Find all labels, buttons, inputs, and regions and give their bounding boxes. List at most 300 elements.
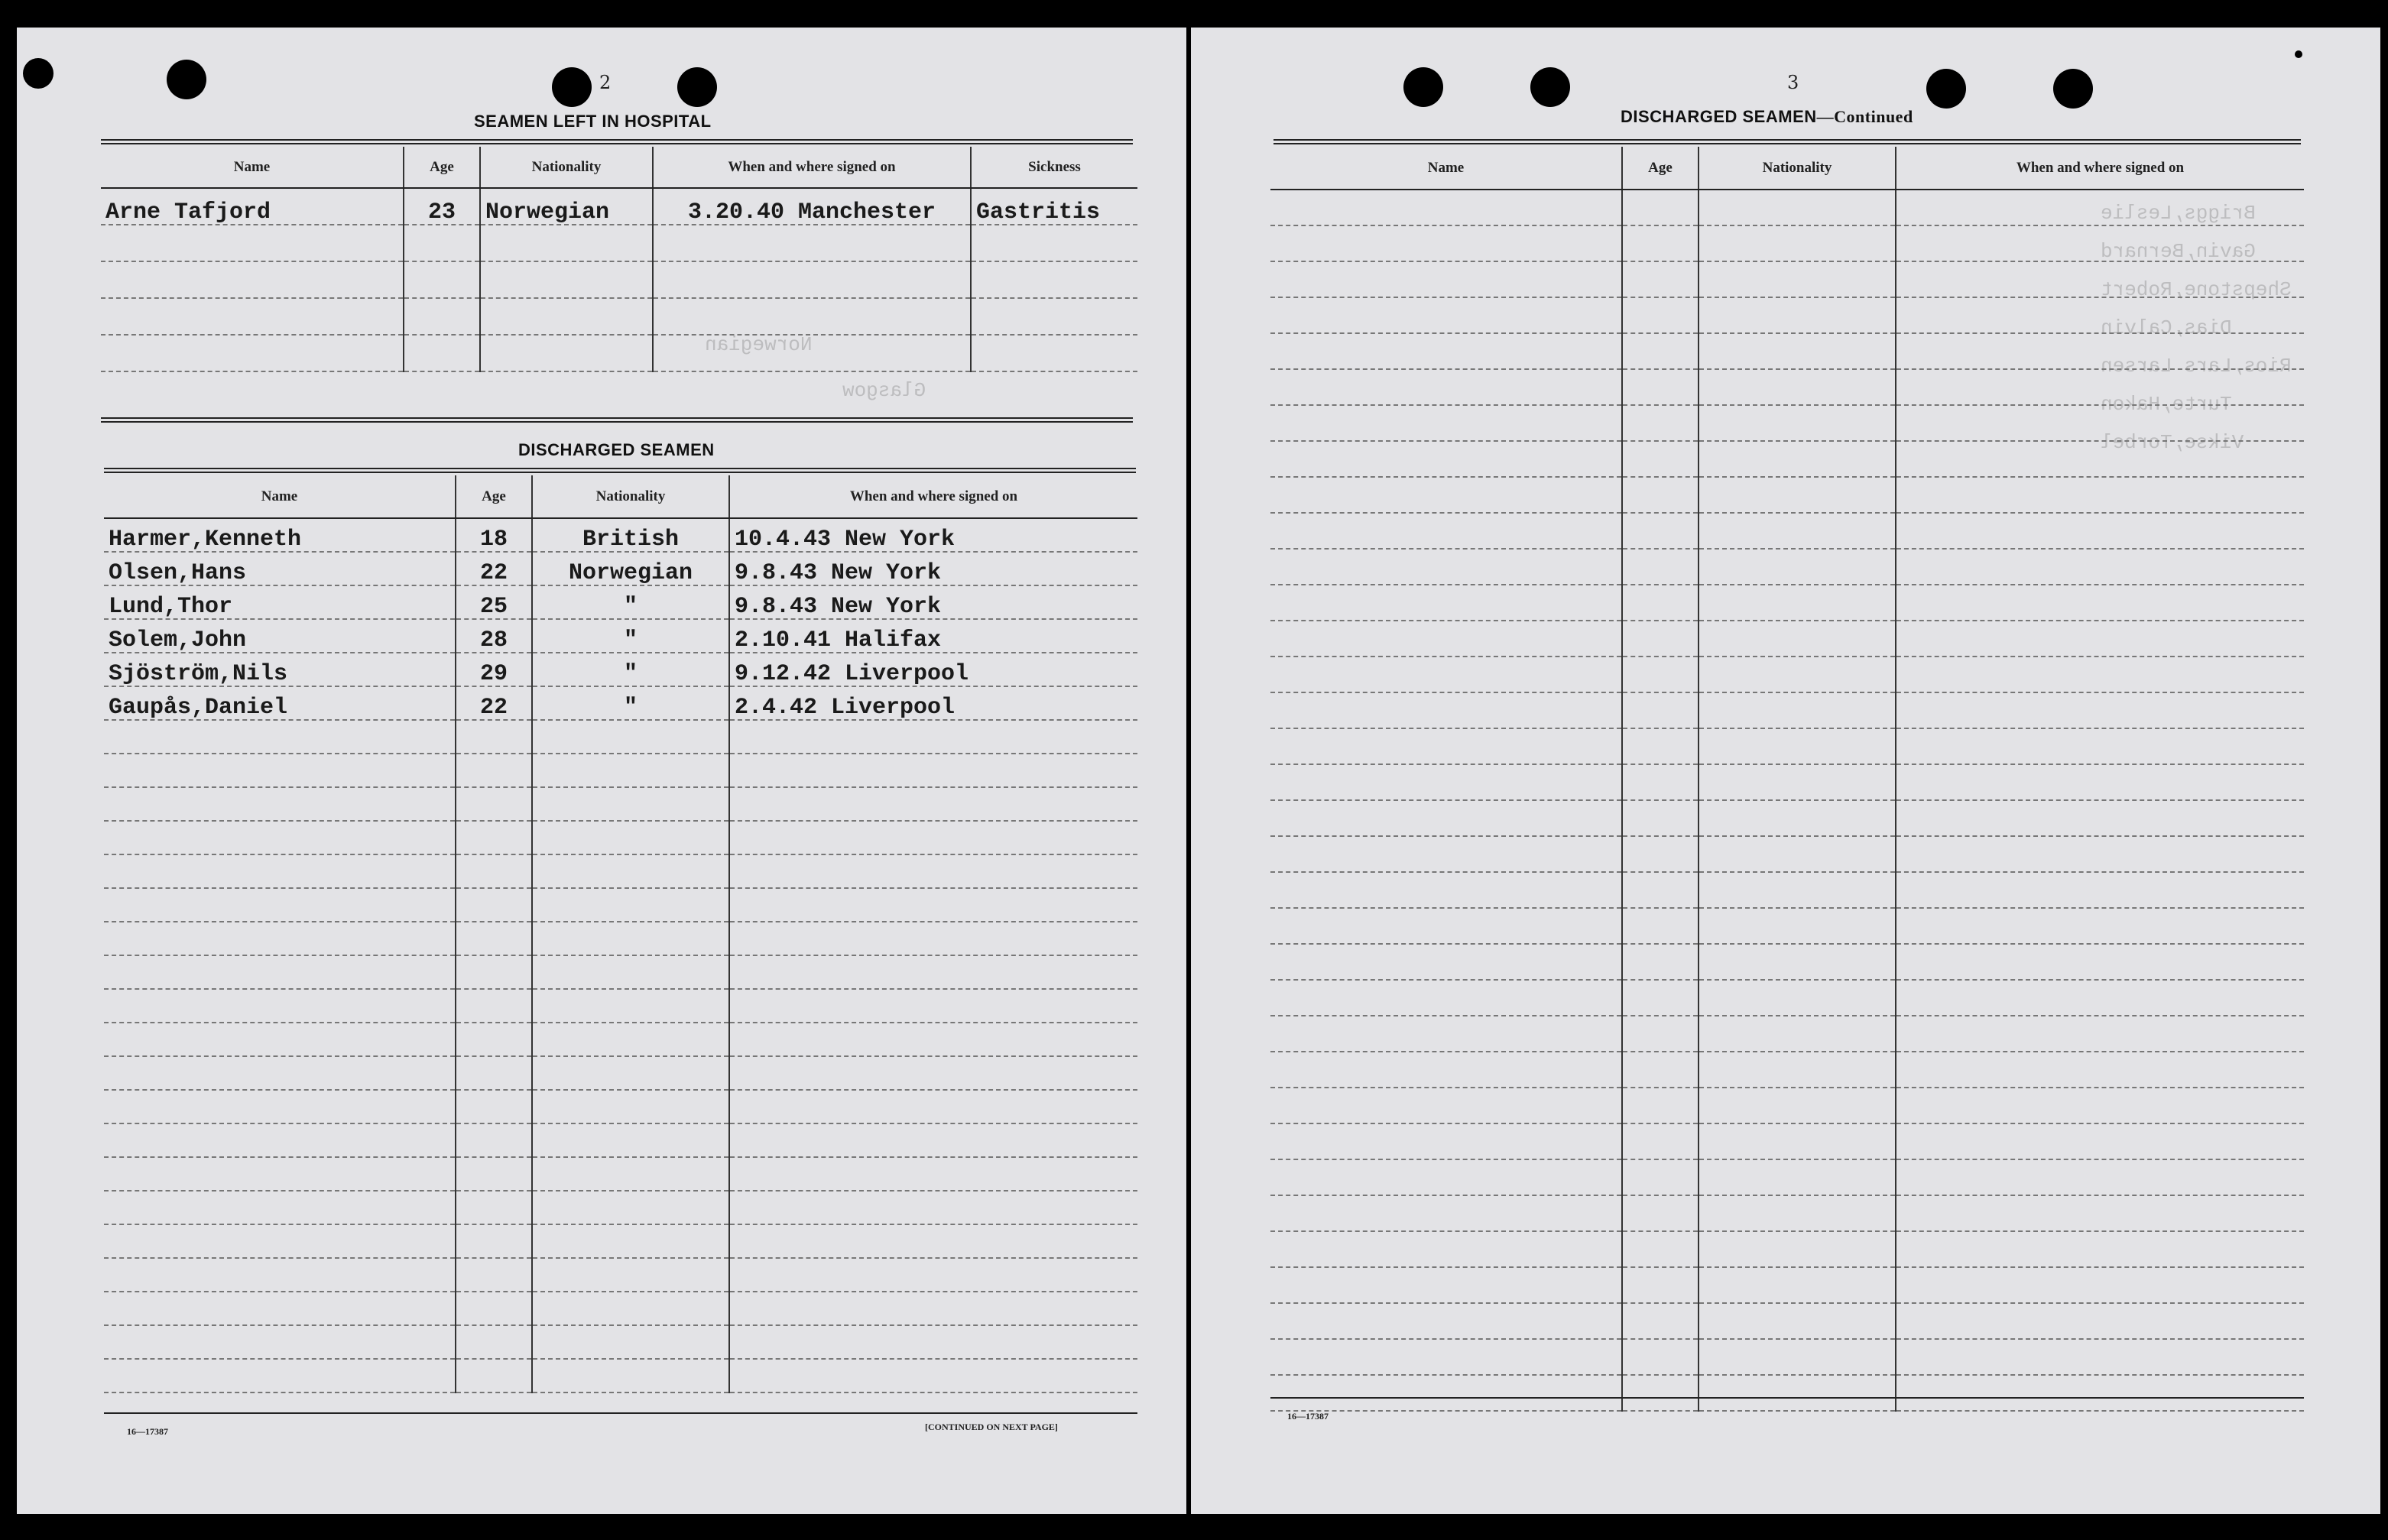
cell-signed-on: 10.4.43 New York	[729, 518, 1137, 552]
empty-cell	[1270, 549, 1622, 585]
empty-cell	[1270, 1052, 1622, 1088]
cell-nationality: "	[532, 619, 729, 653]
empty-cell	[1896, 333, 2304, 369]
cell-name: Solem,John	[104, 619, 456, 653]
empty-cell	[104, 1056, 456, 1090]
empty-cell	[729, 1224, 1137, 1258]
empty-cell	[1699, 800, 1896, 836]
empty-cell	[729, 787, 1137, 821]
blank-row	[104, 989, 1137, 1023]
empty-cell	[1896, 980, 2304, 1016]
empty-cell	[1622, 692, 1699, 728]
cell-signed-on: 2.10.41 Halifax	[729, 619, 1137, 653]
empty-cell	[1699, 1303, 1896, 1339]
empty-cell	[104, 854, 456, 888]
cell-nationality: Norwegian	[532, 552, 729, 585]
empty-cell	[729, 888, 1137, 922]
blank-row	[1270, 477, 2304, 513]
empty-cell	[532, 854, 729, 888]
blank-row	[1270, 764, 2304, 800]
blank-row	[1270, 1123, 2304, 1159]
table-bottom-rule	[104, 1412, 1137, 1414]
empty-cell	[1896, 1052, 2304, 1088]
empty-cell	[971, 225, 1137, 261]
empty-cell	[1622, 1339, 1699, 1375]
empty-cell	[1270, 261, 1622, 297]
empty-cell	[1896, 1303, 2304, 1339]
empty-cell	[1270, 405, 1622, 441]
title-suffix: —Continued	[1816, 107, 1913, 126]
empty-cell	[1622, 621, 1699, 657]
blank-row	[104, 1090, 1137, 1123]
empty-cell	[1699, 1052, 1896, 1088]
empty-cell	[1896, 441, 2304, 477]
empty-cell	[480, 298, 653, 335]
empty-cell	[1699, 764, 1896, 800]
blank-row	[104, 720, 1137, 754]
empty-cell	[404, 335, 480, 371]
empty-cell	[653, 298, 971, 335]
empty-cell	[104, 821, 456, 854]
bleed-through-text: Vikse,Torbel	[2101, 431, 2244, 454]
table-row	[104, 552, 1137, 585]
empty-cell	[1896, 585, 2304, 621]
bleed-through-text: Rios,Lars Larsen	[2101, 355, 2292, 378]
empty-cell	[1622, 261, 1699, 297]
empty-cell	[1896, 1088, 2304, 1123]
cell-nationality: "	[532, 585, 729, 619]
blank-row	[104, 922, 1137, 955]
empty-cell	[101, 335, 404, 371]
empty-cell	[729, 922, 1137, 955]
empty-cell	[1896, 549, 2304, 585]
empty-cell	[1699, 1016, 1896, 1052]
cell-name: Olsen,Hans	[104, 552, 456, 585]
page-number: 2	[599, 72, 612, 93]
cell-signed-on: 2.4.42 Liverpool	[729, 686, 1137, 720]
table-row	[104, 686, 1137, 720]
empty-cell	[456, 888, 532, 922]
empty-cell	[456, 821, 532, 854]
empty-cell	[404, 225, 480, 261]
empty-cell	[1622, 1052, 1699, 1088]
empty-cell	[1270, 225, 1622, 261]
empty-cell	[1896, 477, 2304, 513]
empty-cell	[1896, 1339, 2304, 1375]
blank-row	[1270, 1159, 2304, 1195]
blank-row	[1270, 405, 2304, 441]
empty-cell	[532, 821, 729, 854]
column-header: Age	[456, 475, 532, 518]
empty-cell	[456, 787, 532, 821]
cell-age: 25	[456, 585, 532, 619]
form-number: 16—17387	[1287, 1411, 1329, 1422]
empty-cell	[729, 821, 1137, 854]
empty-cell	[456, 720, 532, 754]
empty-cell	[1896, 872, 2304, 908]
blank-row	[104, 1157, 1137, 1191]
empty-cell	[1699, 1231, 1896, 1267]
blank-row	[104, 1258, 1137, 1292]
empty-cell	[729, 854, 1137, 888]
empty-cell	[104, 1292, 456, 1325]
empty-cell	[1622, 1231, 1699, 1267]
blank-row	[104, 1292, 1137, 1325]
blank-row	[104, 854, 1137, 888]
empty-cell	[729, 1191, 1137, 1224]
empty-cell	[456, 1056, 532, 1090]
discharged-continued-table	[1270, 147, 2304, 1412]
empty-cell	[1896, 1267, 2304, 1303]
column-header: Sickness	[971, 147, 1137, 188]
empty-cell	[1622, 944, 1699, 980]
empty-cell	[480, 225, 653, 261]
header-rule	[1273, 139, 2301, 144]
blank-row	[1270, 225, 2304, 261]
column-header: Name	[104, 475, 456, 518]
form-number: 16—17387	[127, 1426, 168, 1437]
blank-row	[1270, 369, 2304, 405]
empty-cell	[1622, 1267, 1699, 1303]
empty-cell	[1622, 836, 1699, 872]
empty-cell	[104, 720, 456, 754]
empty-cell	[729, 1359, 1137, 1392]
empty-cell	[1896, 297, 2304, 333]
column-header: When and where signed on	[729, 475, 1137, 518]
section-title-hospital: SEAMEN LEFT IN HOSPITAL	[474, 112, 712, 131]
empty-cell	[1270, 872, 1622, 908]
empty-cell	[729, 1056, 1137, 1090]
empty-cell	[532, 1292, 729, 1325]
bleed-through-text: Dias,Calvin	[2101, 316, 2232, 339]
empty-cell	[532, 1258, 729, 1292]
blank-row	[1270, 1088, 2304, 1123]
blank-row	[1270, 836, 2304, 872]
empty-cell	[532, 1023, 729, 1056]
empty-cell	[729, 955, 1137, 989]
empty-cell	[1699, 549, 1896, 585]
punch-hole	[552, 67, 592, 107]
empty-cell	[456, 1292, 532, 1325]
empty-cell	[1270, 944, 1622, 980]
empty-cell	[104, 1023, 456, 1056]
column-header: Name	[1270, 147, 1622, 190]
empty-cell	[1622, 190, 1699, 225]
column-header: When and where signed on	[653, 147, 971, 188]
empty-cell	[1699, 333, 1896, 369]
empty-cell	[104, 989, 456, 1023]
blank-row	[1270, 621, 2304, 657]
empty-cell	[1270, 621, 1622, 657]
empty-cell	[1699, 477, 1896, 513]
empty-cell	[1896, 1159, 2304, 1195]
empty-cell	[1622, 513, 1699, 549]
blank-row	[104, 1325, 1137, 1359]
hospital-table	[101, 147, 1137, 372]
blank-row	[1270, 441, 2304, 477]
empty-cell	[1896, 657, 2304, 692]
empty-cell	[1896, 190, 2304, 225]
blank-row	[1270, 980, 2304, 1016]
empty-cell	[1896, 1231, 2304, 1267]
empty-cell	[456, 1191, 532, 1224]
empty-cell	[532, 1191, 729, 1224]
empty-cell	[1270, 1159, 1622, 1195]
title-text: DISCHARGED SEAMEN	[1621, 107, 1817, 126]
empty-cell	[456, 1123, 532, 1157]
empty-cell	[101, 225, 404, 261]
section-title-discharged: DISCHARGED SEAMEN	[518, 440, 715, 459]
continued-note: [CONTINUED ON NEXT PAGE]	[925, 1422, 1058, 1432]
empty-cell	[532, 922, 729, 955]
empty-cell	[1270, 1123, 1622, 1159]
empty-cell	[1699, 405, 1896, 441]
empty-cell	[532, 720, 729, 754]
empty-cell	[104, 754, 456, 787]
blank-row	[104, 888, 1137, 922]
empty-cell	[971, 335, 1137, 371]
empty-cell	[532, 1325, 729, 1359]
empty-cell	[1270, 297, 1622, 333]
blank-row	[1270, 1016, 2304, 1052]
empty-cell	[104, 1191, 456, 1224]
blank-row	[104, 1123, 1137, 1157]
empty-cell	[1896, 908, 2304, 944]
empty-cell	[1270, 800, 1622, 836]
empty-cell	[101, 298, 404, 335]
empty-cell	[456, 1090, 532, 1123]
table-row	[104, 585, 1137, 619]
empty-cell	[1270, 1267, 1622, 1303]
punch-hole	[1530, 67, 1570, 107]
empty-cell	[1699, 441, 1896, 477]
empty-cell	[1622, 477, 1699, 513]
cell-nationality: British	[532, 518, 729, 552]
blank-row	[104, 754, 1137, 787]
empty-cell	[1622, 728, 1699, 764]
empty-cell	[104, 955, 456, 989]
table-row	[104, 518, 1137, 552]
empty-cell	[653, 335, 971, 371]
cell-name: Arne Tafjord	[101, 188, 404, 225]
blank-row	[104, 1023, 1137, 1056]
empty-cell	[1270, 369, 1622, 405]
empty-cell	[1270, 728, 1622, 764]
blank-row	[1270, 333, 2304, 369]
empty-cell	[1622, 1375, 1699, 1411]
table-row	[104, 653, 1137, 686]
empty-cell	[456, 1258, 532, 1292]
empty-cell	[1896, 225, 2304, 261]
blank-row	[1270, 692, 2304, 728]
empty-cell	[729, 1023, 1137, 1056]
empty-cell	[1622, 1195, 1699, 1231]
table-bottom-rule	[101, 417, 1133, 423]
table-row	[101, 188, 1137, 225]
punch-hole	[167, 60, 206, 99]
empty-cell	[104, 1359, 456, 1392]
empty-cell	[532, 1157, 729, 1191]
empty-cell	[456, 955, 532, 989]
empty-cell	[1270, 333, 1622, 369]
punch-hole	[1926, 69, 1966, 109]
empty-cell	[1270, 585, 1622, 621]
cell-nationality: "	[532, 653, 729, 686]
empty-cell	[1622, 297, 1699, 333]
empty-cell	[456, 922, 532, 955]
empty-cell	[729, 754, 1137, 787]
empty-cell	[456, 1359, 532, 1392]
empty-cell	[1896, 1123, 2304, 1159]
bleed-through-text: Gavin,Bernard	[2101, 240, 2256, 263]
empty-cell	[456, 1023, 532, 1056]
empty-cell	[1699, 872, 1896, 908]
scan-blot	[23, 58, 54, 89]
blank-row	[1270, 800, 2304, 836]
empty-cell	[729, 1325, 1137, 1359]
blank-row	[1270, 585, 2304, 621]
empty-cell	[1270, 1016, 1622, 1052]
empty-cell	[1270, 657, 1622, 692]
cell-name: Lund,Thor	[104, 585, 456, 619]
empty-cell	[101, 261, 404, 298]
empty-cell	[1699, 621, 1896, 657]
column-header: Nationality	[480, 147, 653, 188]
empty-cell	[1622, 872, 1699, 908]
empty-cell	[532, 1123, 729, 1157]
empty-cell	[729, 720, 1137, 754]
empty-cell	[1622, 980, 1699, 1016]
empty-cell	[1622, 585, 1699, 621]
bleed-through-text: Shepstone,Robert	[2101, 278, 2292, 301]
table-row	[104, 619, 1137, 653]
empty-cell	[1896, 944, 2304, 980]
empty-cell	[1896, 405, 2304, 441]
empty-cell	[1270, 513, 1622, 549]
empty-cell	[1896, 764, 2304, 800]
empty-cell	[1270, 1231, 1622, 1267]
empty-cell	[104, 1157, 456, 1191]
empty-cell	[1699, 190, 1896, 225]
empty-cell	[1896, 1195, 2304, 1231]
header-rule	[101, 139, 1133, 144]
empty-cell	[456, 854, 532, 888]
blank-row	[1270, 1303, 2304, 1339]
cell-age: 22	[456, 552, 532, 585]
empty-cell	[104, 1090, 456, 1123]
column-header: Age	[404, 147, 480, 188]
blank-row	[101, 335, 1137, 371]
bleed-through-text: Turte,Hakon	[2101, 393, 2232, 416]
empty-cell	[1622, 1088, 1699, 1123]
empty-cell	[1622, 764, 1699, 800]
empty-cell	[1270, 980, 1622, 1016]
blank-row	[1270, 657, 2304, 692]
scan-speck	[2295, 50, 2302, 58]
empty-cell	[532, 989, 729, 1023]
cell-nationality: "	[532, 686, 729, 720]
empty-cell	[1896, 800, 2304, 836]
empty-cell	[456, 1224, 532, 1258]
blank-row	[1270, 728, 2304, 764]
blank-row	[101, 225, 1137, 261]
empty-cell	[1270, 1088, 1622, 1123]
empty-cell	[404, 298, 480, 335]
empty-cell	[104, 1123, 456, 1157]
cell-signed-on: 3.20.40 Manchester	[653, 188, 971, 225]
empty-cell	[1622, 1016, 1699, 1052]
empty-cell	[1270, 692, 1622, 728]
section-title-discharged-continued	[1621, 107, 1913, 127]
empty-cell	[1622, 1123, 1699, 1159]
empty-cell	[1699, 1088, 1896, 1123]
blank-row	[1270, 549, 2304, 585]
empty-cell	[104, 787, 456, 821]
empty-cell	[1270, 764, 1622, 800]
empty-cell	[1622, 1303, 1699, 1339]
blank-row	[1270, 908, 2304, 944]
empty-cell	[971, 298, 1137, 335]
cell-age: 29	[456, 653, 532, 686]
empty-cell	[1699, 225, 1896, 261]
empty-cell	[1699, 1159, 1896, 1195]
empty-cell	[729, 1090, 1137, 1123]
empty-cell	[404, 261, 480, 298]
empty-cell	[1896, 836, 2304, 872]
empty-cell	[1896, 513, 2304, 549]
empty-cell	[1622, 800, 1699, 836]
column-header: Name	[101, 147, 404, 188]
empty-cell	[1896, 261, 2304, 297]
empty-cell	[456, 1325, 532, 1359]
blank-row	[1270, 1052, 2304, 1088]
cell-name: Sjöström,Nils	[104, 653, 456, 686]
blank-row	[1270, 190, 2304, 225]
empty-cell	[456, 989, 532, 1023]
empty-cell	[1699, 261, 1896, 297]
empty-cell	[480, 335, 653, 371]
empty-cell	[1699, 1123, 1896, 1159]
empty-cell	[1622, 1159, 1699, 1195]
cell-name: Gaupås,Daniel	[104, 686, 456, 720]
empty-cell	[480, 261, 653, 298]
empty-cell	[1622, 441, 1699, 477]
empty-cell	[1699, 836, 1896, 872]
cell-signed-on: 9.8.43 New York	[729, 552, 1137, 585]
empty-cell	[1699, 585, 1896, 621]
empty-cell	[1622, 369, 1699, 405]
empty-cell	[1699, 908, 1896, 944]
table-bottom-rule	[1270, 1397, 2304, 1399]
empty-cell	[653, 261, 971, 298]
discharged-table	[104, 475, 1137, 1393]
punch-hole	[2053, 69, 2093, 109]
empty-cell	[104, 1325, 456, 1359]
empty-cell	[1699, 657, 1896, 692]
blank-row	[1270, 261, 2304, 297]
column-header: Nationality	[532, 475, 729, 518]
blank-row	[104, 955, 1137, 989]
empty-cell	[532, 1090, 729, 1123]
empty-cell	[1699, 1339, 1896, 1375]
empty-cell	[729, 1123, 1137, 1157]
empty-cell	[729, 1157, 1137, 1191]
cell-signed-on: 9.8.43 New York	[729, 585, 1137, 619]
empty-cell	[729, 1258, 1137, 1292]
empty-cell	[104, 1258, 456, 1292]
page-number: 3	[1787, 72, 1799, 93]
cell-signed-on: 9.12.42 Liverpool	[729, 653, 1137, 686]
